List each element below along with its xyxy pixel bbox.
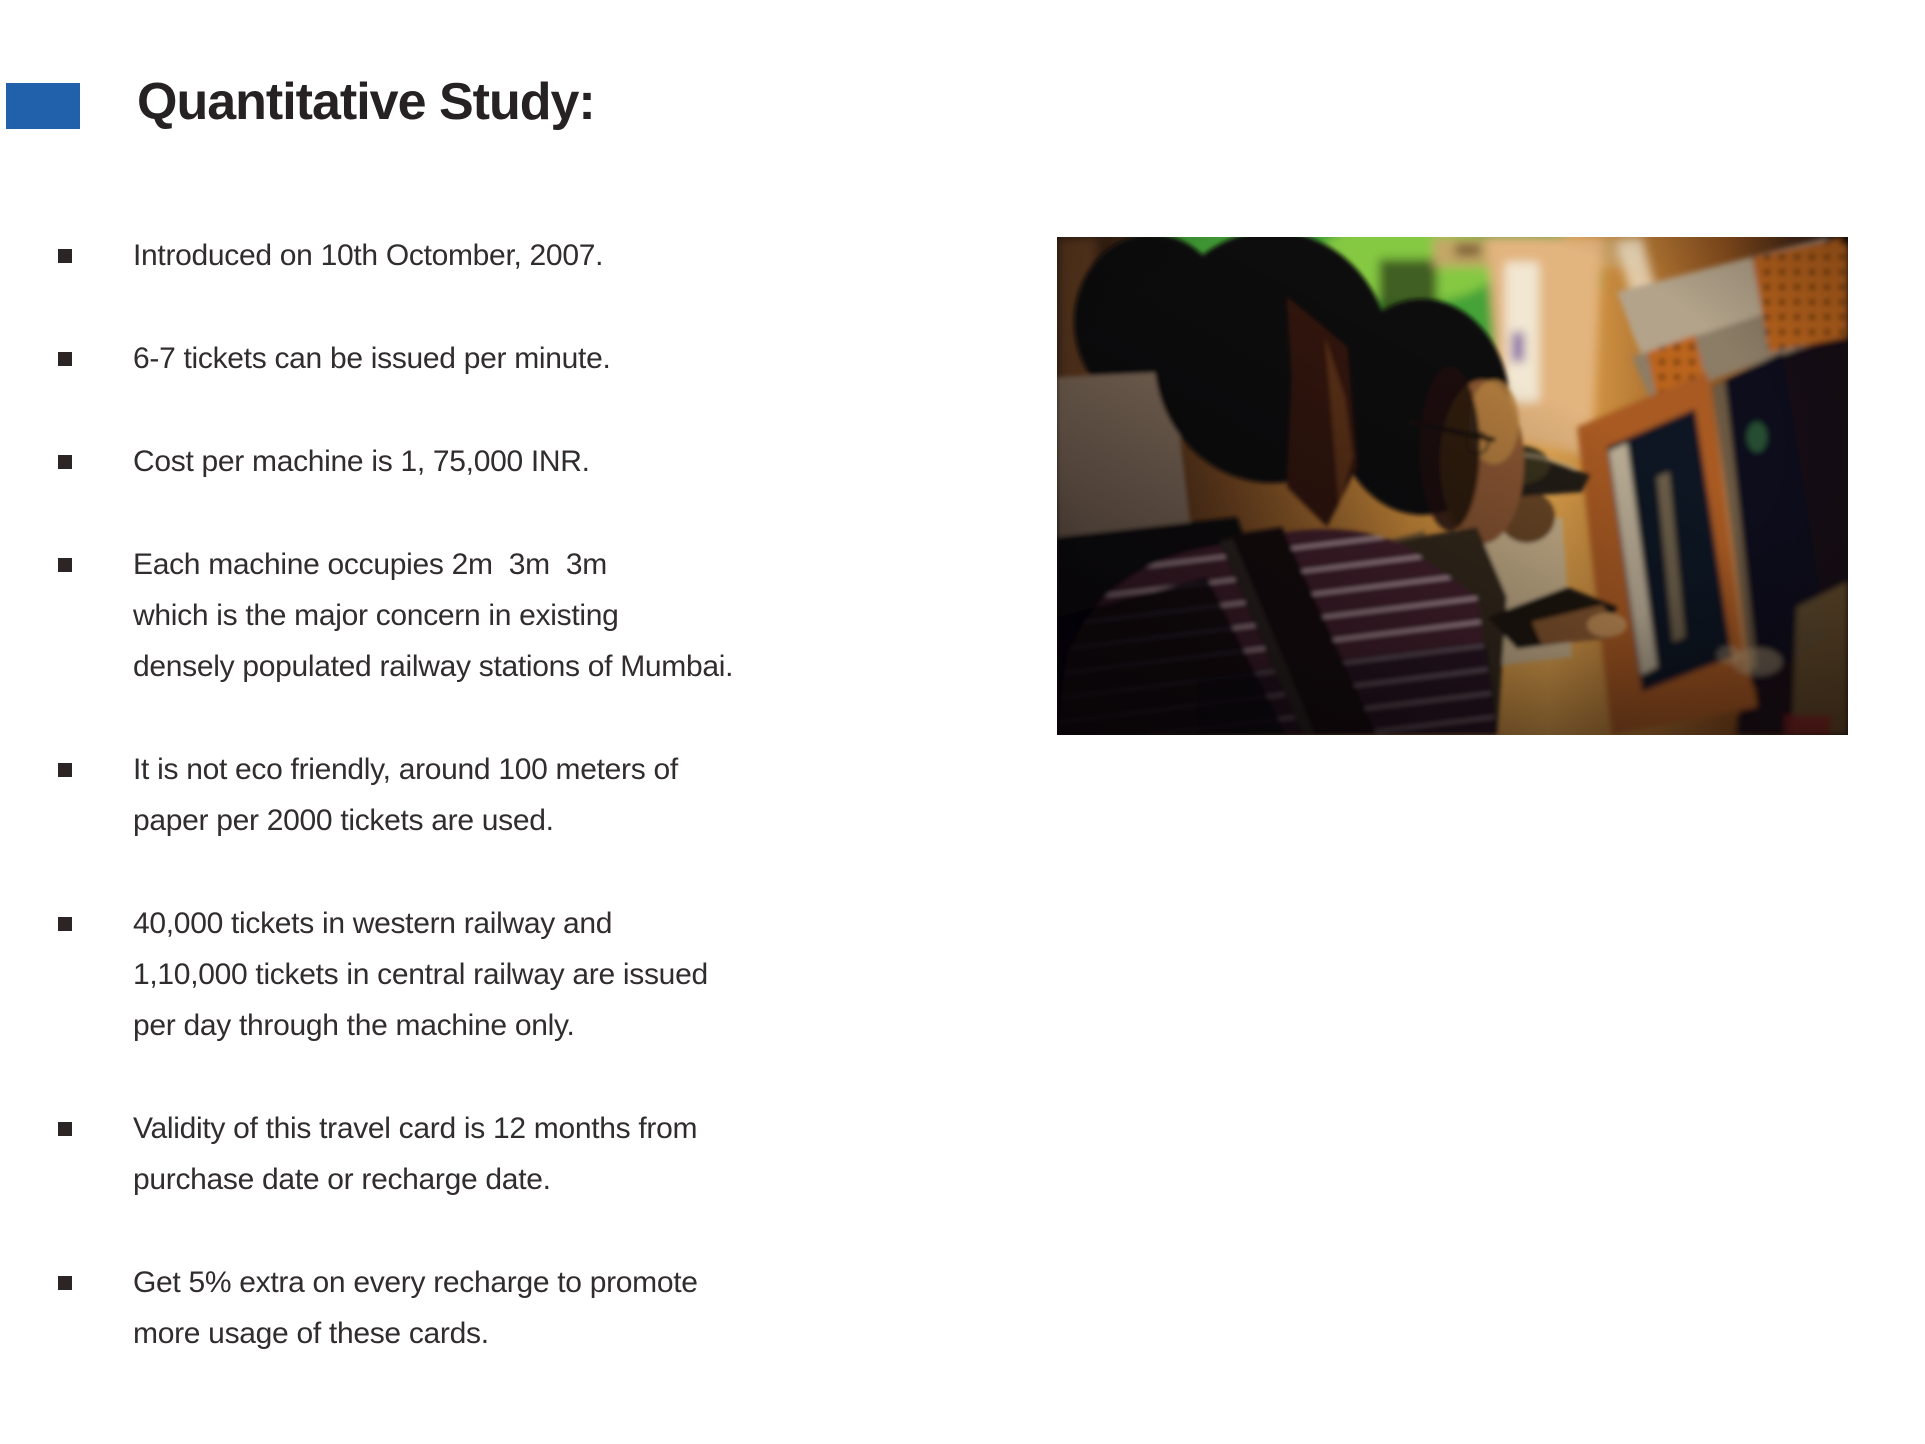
bullet-text <box>133 1257 1018 1359</box>
bullet-text <box>133 539 1018 692</box>
bullet-text <box>133 898 1018 1051</box>
bullet-line: Validity of this travel card is 12 months from <box>133 1112 698 1145</box>
bullet-line: It is not eco friendly, around 100 meters of <box>133 753 678 786</box>
bullet-item <box>58 898 1018 1051</box>
bullet-text <box>133 436 1018 487</box>
bullet-item <box>58 744 1018 846</box>
bullet-item <box>58 436 1018 487</box>
bullet-marker-icon <box>58 352 72 366</box>
bullet-marker-icon <box>58 763 72 777</box>
bullet-line: Get 5% extra on every recharge to promote <box>133 1266 698 1299</box>
bullet-item <box>58 539 1018 692</box>
bullet-text <box>133 333 1018 384</box>
bullet-item <box>58 333 1018 384</box>
bullet-text <box>133 230 1018 281</box>
bullet-text <box>133 744 1018 846</box>
title-accent-bar <box>6 83 80 129</box>
slide-title: Quantitative Study: <box>137 73 595 131</box>
bullet-item <box>58 230 1018 281</box>
bullet-line: more usage of these cards. <box>133 1317 489 1350</box>
bullet-marker-icon <box>58 455 72 469</box>
bullet-item <box>58 1103 1018 1205</box>
bullet-marker-icon <box>58 249 72 263</box>
bullet-list <box>58 230 1018 1411</box>
bullet-line: which is the major concern in existing <box>133 599 619 632</box>
bullet-line: 40,000 tickets in western railway and <box>133 907 613 940</box>
bullet-line: Each machine occupies 2m 3m 3m <box>133 548 607 581</box>
bullet-line: 6-7 tickets can be issued per minute. <box>133 342 611 375</box>
bullet-line: densely populated railway stations of Mumbai. <box>133 650 734 683</box>
bullet-marker-icon <box>58 1122 72 1136</box>
bullet-marker-icon <box>58 1276 72 1290</box>
bullet-line: Introduced on 10th Octomber, 2007. <box>133 239 604 272</box>
station-photo-illustration <box>1057 237 1848 735</box>
bullet-item <box>58 1257 1018 1359</box>
station-photo <box>1057 237 1848 735</box>
bullet-line: 1,10,000 tickets in central railway are issued <box>133 958 708 991</box>
bullet-line: per day through the machine only. <box>133 1009 575 1042</box>
bullet-line: paper per 2000 tickets are used. <box>133 804 554 837</box>
bullet-marker-icon <box>58 558 72 572</box>
bullet-text <box>133 1103 1018 1205</box>
bullet-marker-icon <box>58 917 72 931</box>
bullet-line: purchase date or recharge date. <box>133 1163 551 1196</box>
photo-corner-shadow <box>1057 237 1848 735</box>
bullet-line: Cost per machine is 1, 75,000 INR. <box>133 445 590 478</box>
